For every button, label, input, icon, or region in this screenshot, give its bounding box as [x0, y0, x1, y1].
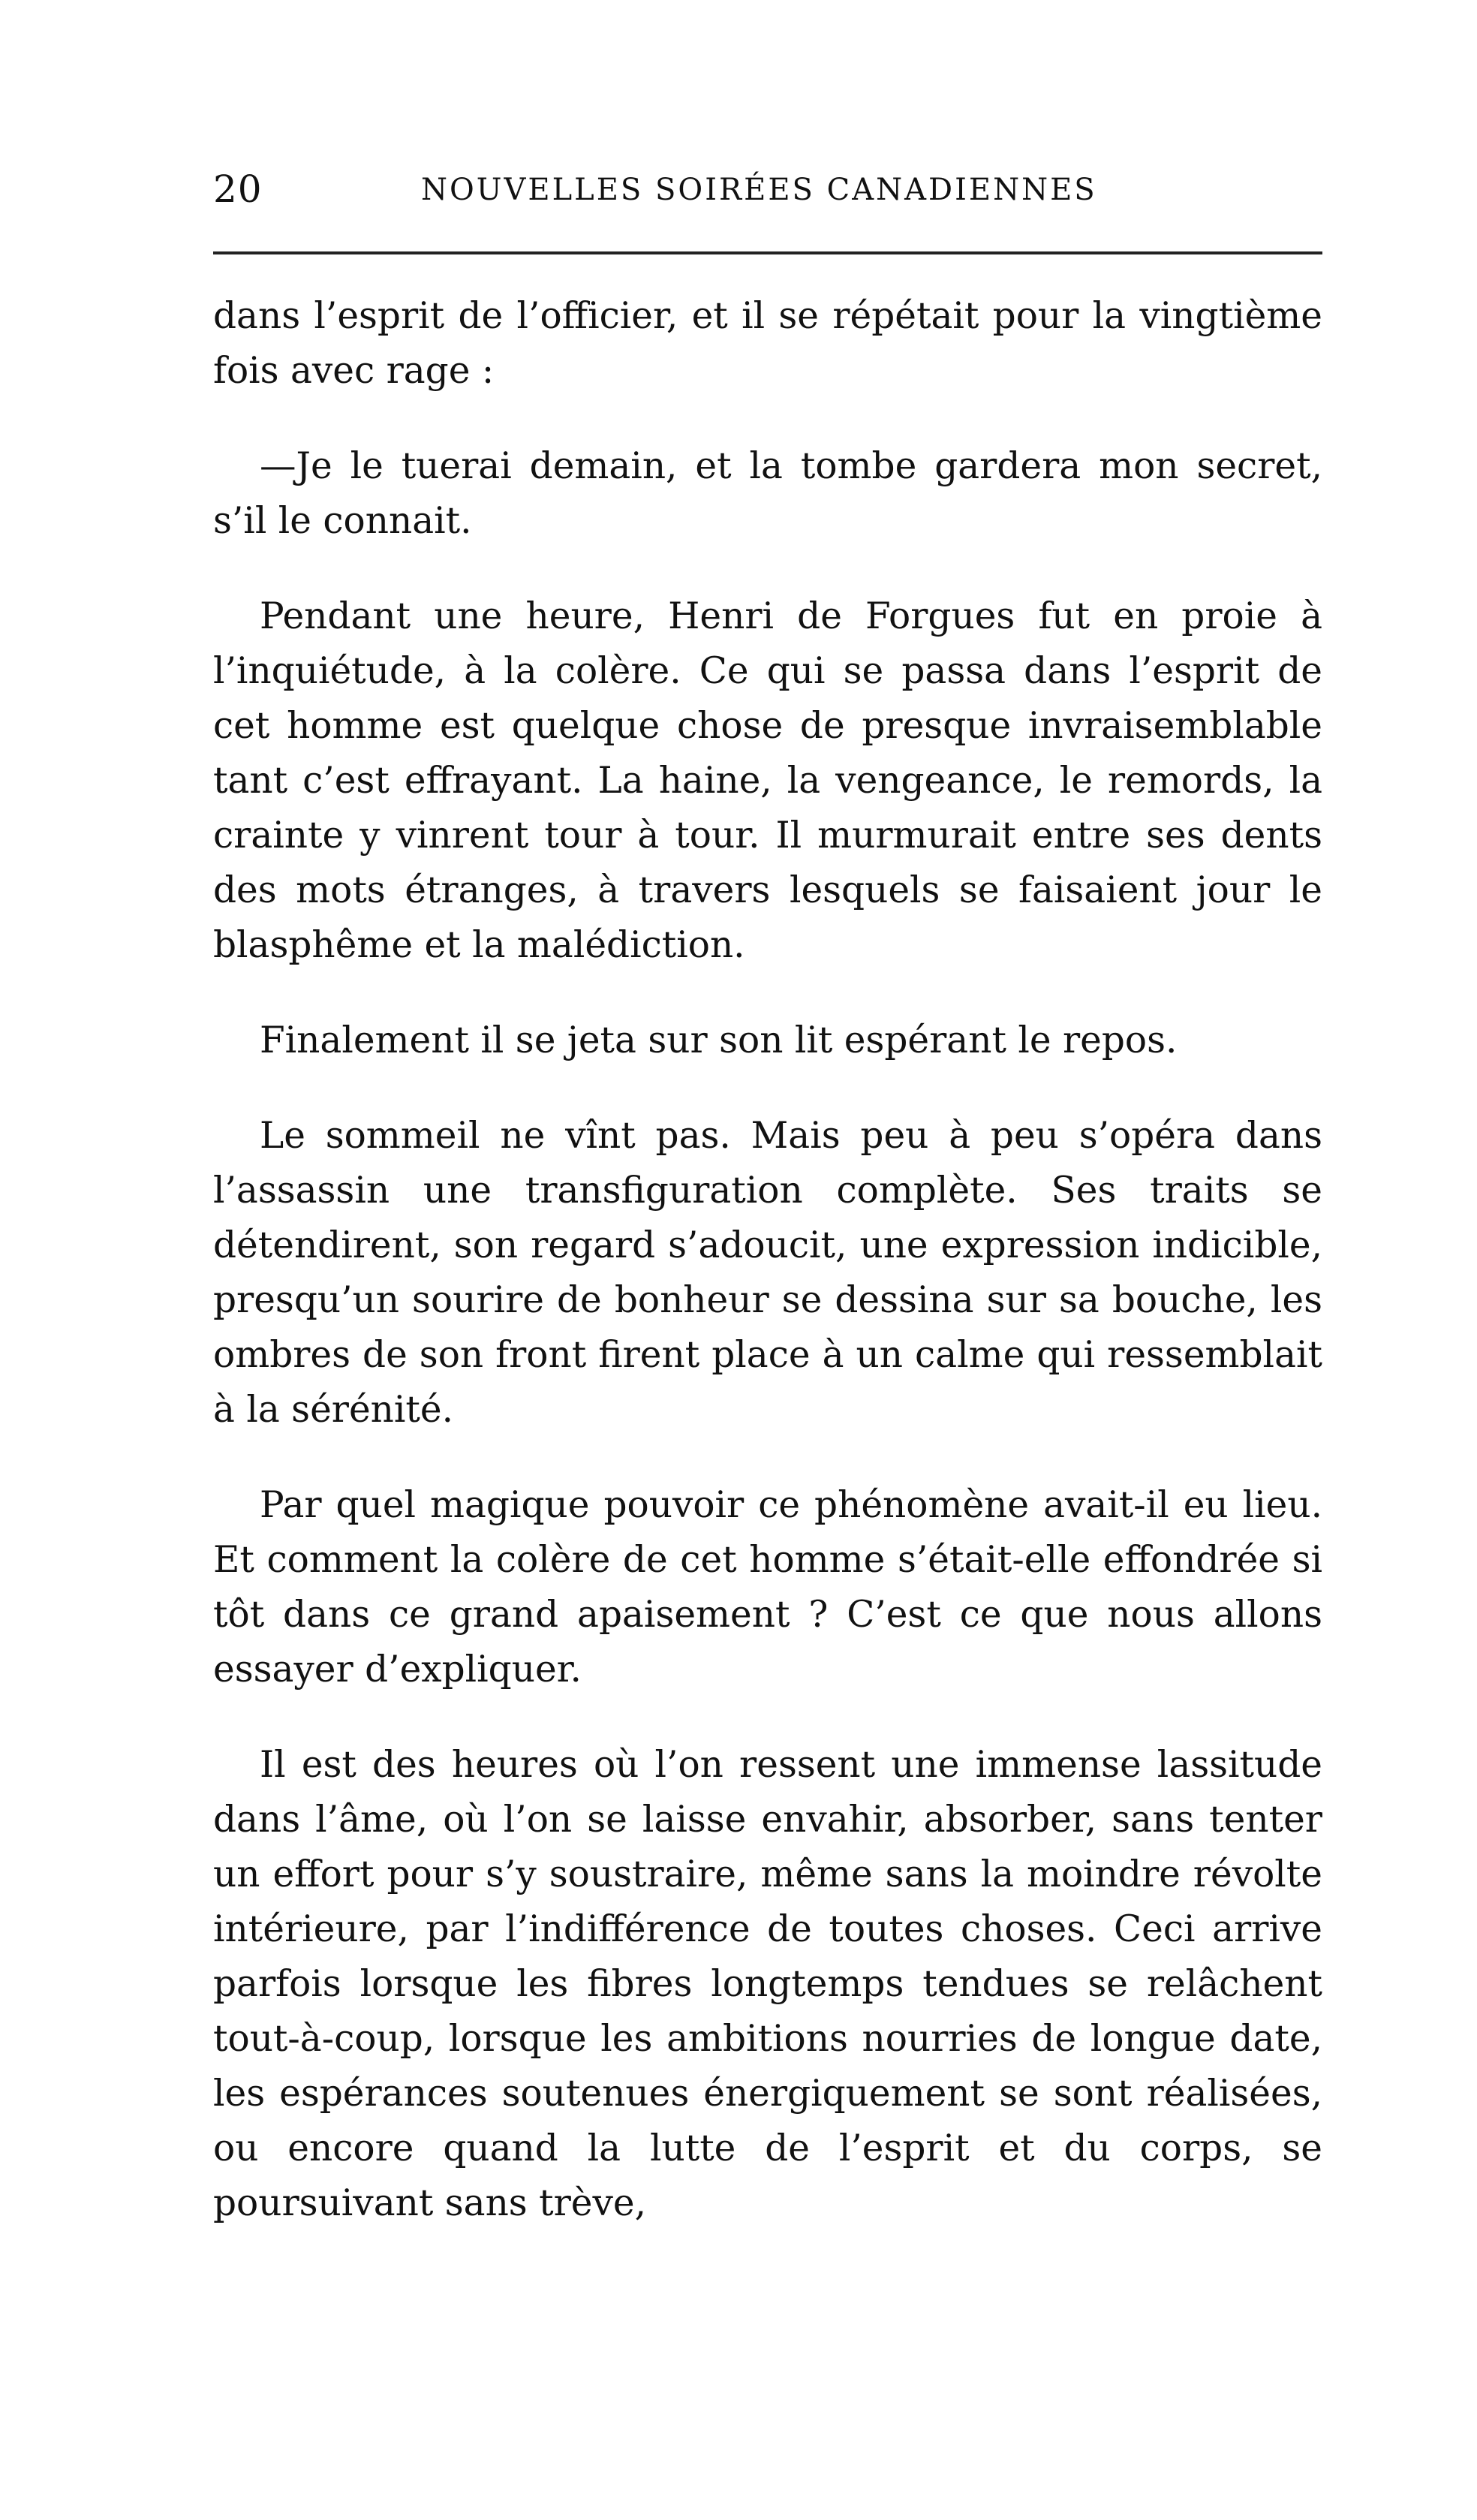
paragraph-7: Il est des heures où l’on ressent une immense lassitude dans l’âme, où l’on se laisse envahir, absorber, sans tenter un effort pour s’y soustraire, même sans la moindre révolte intérieure, par l’indifférence de toutes choses. Ceci arrive parfois lorsque les fibres longtemps tendues se relâchent tout-à-coup, lorsque les ambitions nourries de longue date, les espérances soutenues énergiquement se sont réalisées, ou encore quand la lutte de l’esprit et du corps, se poursuivant sans trève,: [213, 1744, 1322, 2224]
page-header: [213, 167, 1324, 212]
paragraph-4: Finalement il se jeta sur son lit espérant le repos.: [260, 1019, 1178, 1061]
page-number: 20: [213, 167, 263, 211]
paragraph-6: Par quel magique pouvoir ce phénomène avait-il eu lieu. Et comment la colère de cet homme s’était-elle effondrée si tôt dans ce grand apaisement ? C’est ce que nous allons essayer d’expliquer.: [213, 1484, 1322, 1691]
paragraph-2: —Je le tuerai demain, et la tombe gardera mon secret, s’il le connait.: [213, 445, 1322, 542]
paragraph-1: dans l’esprit de l’officier, et il se répétait pour la vingtième fois avec rage :: [213, 295, 1322, 392]
running-title: NOUVELLES SOIRÉES CANADIENNES: [421, 173, 1097, 207]
paragraph-5: Le sommeil ne vînt pas. Mais peu à peu s’opéra dans l’assassin une transfiguration complète. Ses traits se détendirent, son regard s’adoucit, une expression indicible, presqu’un sourire de bonheur se dessina sur sa bouche, les ombres de son front firent place à un calme qui ressemblait à la sérénité.: [213, 1115, 1322, 1431]
paragraph-3: Pendant une heure, Henri de Forgues fut en proie à l’inquiétude, à la colère. Ce qui se passa dans l’esprit de cet homme est quelque chose de presque invraisemblable tant c’est effrayant. La haine, la vengeance, le remords, la crainte y vinrent tour à tour. Il murmurait entre ses dents des mots étranges, à travers lesquels se faisaient jour le blasphême et la malédiction.: [213, 595, 1322, 966]
body-text: [213, 289, 1322, 2231]
header-rule: [213, 251, 1322, 254]
